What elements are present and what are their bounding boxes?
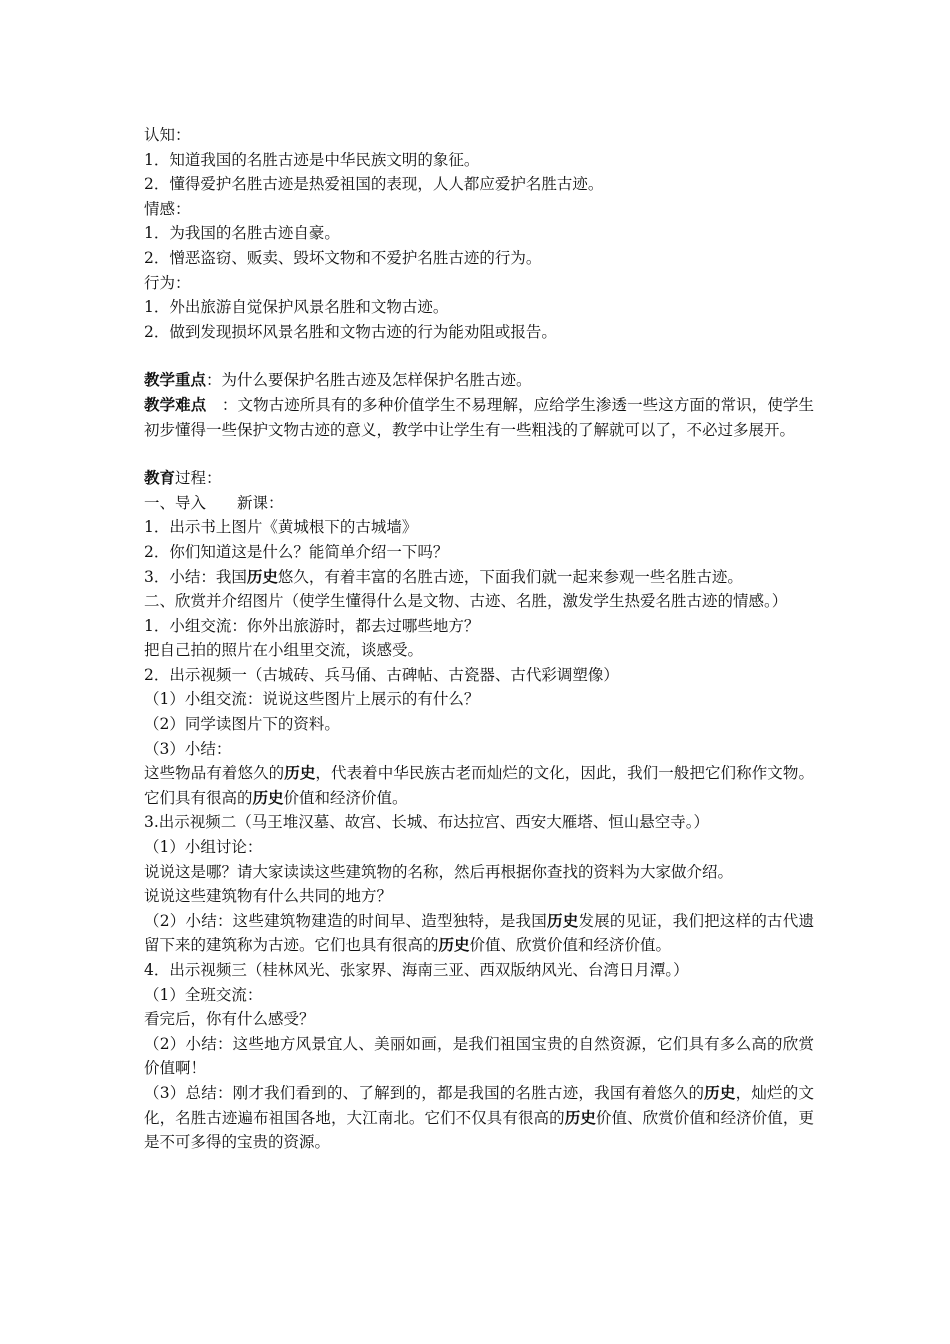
text-run: （3）总结：刚才我们看到的、了解到的，都是我国的名胜古迹，我国有着悠久的 — [144, 1083, 705, 1102]
process-label-bold: 教育 — [144, 469, 176, 488]
behavior-item: 2．做到发现损坏风景名胜和文物古迹的行为能劝阻或报告。 — [144, 322, 557, 341]
history-bold: 历史 — [438, 936, 470, 955]
history-bold: 历史 — [564, 1108, 596, 1127]
section2-substep: （1）小组讨论： — [144, 838, 263, 857]
cognition-item: 1．知道我国的名胜古迹是中华民族文明的象征。 — [144, 150, 480, 169]
text-run: 价值、欣赏价值和经济价值，更是不可多得的宝贵的资源。 — [144, 1108, 814, 1152]
history-bold: 历史 — [284, 764, 316, 783]
summary-paragraph: （2）小结：这些地方风景宜人、美丽如画，是我们祖国宝贵的自然资源，它们具有多么高的欣赏价值啊！ — [144, 1034, 814, 1078]
key-point-text: ：为什么要保护名胜古迹及怎样保护名胜古迹。 — [206, 371, 532, 390]
text-run: ，代表着中华民族古老而灿烂的文化，因此，我们一般把它们称作文物。它们具有很高的 — [144, 764, 814, 807]
text-run: 悠久，有着丰富的名胜古迹，下面我们就一起来参观一些名胜古迹。 — [277, 567, 743, 586]
difficulty-text: ：文物古迹所具有的多种价值学生不易理解，应给学生渗透一些这方面的常识，使学生初步懂得一些保护文物古迹的意义，教学中让学生有一些粗浅的了解就可以了，不必过多展开。 — [144, 395, 814, 439]
key-point — [144, 368, 814, 393]
section2-heading: 二、欣赏并介绍图片（使学生懂得什么是文物、古迹、名胜，激发学生热爱名胜古迹的情感。） — [144, 592, 788, 611]
text-run: 价值、欣赏价值和经济价值。 — [469, 936, 672, 955]
emotion-item: 1．为我国的名胜古迹自豪。 — [144, 224, 340, 243]
section2-substep: （1）全班交流： — [144, 985, 263, 1004]
difficulty — [144, 393, 814, 442]
key-point-label: 教学重点 — [144, 371, 207, 390]
difficulty-label: 教学难点 — [144, 395, 207, 414]
section2-step: 4．出示视频三（桂林风光、张家界、海南三亚、西双版纳风光、台湾日月潭。） — [144, 961, 689, 979]
process-heading — [144, 466, 814, 491]
section2-step: 3.出示视频二（马王堆汉墓、故宫、长城、布达拉宫、西安大雁塔、恒山悬空寺。） — [144, 813, 710, 832]
section2-text: 说说这是哪？请大家读读这些建筑物的名称，然后再根据你查找的资料为大家做介绍。 — [144, 862, 734, 881]
text-run: 价值和经济价值。 — [283, 788, 408, 807]
intro-step — [144, 565, 814, 590]
cognition-heading: 认知： — [144, 126, 191, 144]
intro-heading: 一、导入 新课： — [144, 493, 284, 512]
document-page — [144, 123, 814, 1155]
text-run: （2）小结：这些建筑物建造的时间早、造型独特，是我国 — [144, 911, 547, 930]
section2-substep: （3）小结： — [144, 739, 232, 758]
text-run: ，灿烂的文化，名胜古迹遍布祖国各地，大江南北。它们不仅具有很高的 — [144, 1083, 814, 1127]
emotion-heading: 情感： — [144, 199, 191, 218]
history-bold: 历史 — [704, 1083, 736, 1102]
behavior-heading: 行为： — [144, 273, 191, 292]
section2-substep: （1）小组交流：说说这些图片上展示的有什么？ — [144, 690, 480, 709]
section2-text: 看完后，你有什么感受？ — [144, 1010, 315, 1029]
intro-step: 2．你们知道这是什么？能简单介绍一下吗？ — [144, 542, 449, 561]
history-bold: 历史 — [252, 788, 284, 807]
history-bold: 历史 — [547, 911, 579, 930]
cognition-item: 2．懂得爱护名胜古迹是热爱祖国的表现，人人都应爱护名胜古迹。 — [144, 175, 604, 194]
history-bold: 历史 — [246, 567, 278, 586]
emotion-item: 2．憎恶盗窃、贩卖、毁坏文物和不爱护名胜古迹的行为。 — [144, 248, 542, 267]
summary-paragraph — [144, 761, 814, 810]
section2-text: 把自己拍的照片在小组里交流，谈感受。 — [144, 641, 424, 660]
section2-step: 1．小组交流：你外出旅游时，都去过哪些地方？ — [144, 616, 480, 635]
intro-step: 1．出示书上图片《黄城根下的古城墙》 — [144, 518, 418, 537]
spacer — [144, 344, 814, 368]
spacer — [144, 442, 814, 466]
conclusion-paragraph — [144, 1081, 814, 1155]
section2-text: 说说这些建筑物有什么共同的地方？ — [144, 887, 393, 906]
text-run: 这些物品有着悠久的 — [144, 764, 285, 783]
process-label-rest: 过程： — [175, 469, 222, 488]
summary-paragraph — [144, 909, 814, 958]
behavior-item: 1．外出旅游自觉保护风景名胜和文物古迹。 — [144, 298, 449, 317]
text-run: 发展的见证，我们把这样的古代遗留下来的建筑称为古迹。它们也具有很高的 — [144, 911, 814, 955]
text-run: 3．小结：我国 — [144, 567, 247, 586]
section2-step: 2．出示视频一（古城砖、兵马俑、古碑帖、古瓷器、古代彩调塑像） — [144, 665, 619, 684]
section2-substep: （2）同学读图片下的资料。 — [144, 715, 340, 734]
